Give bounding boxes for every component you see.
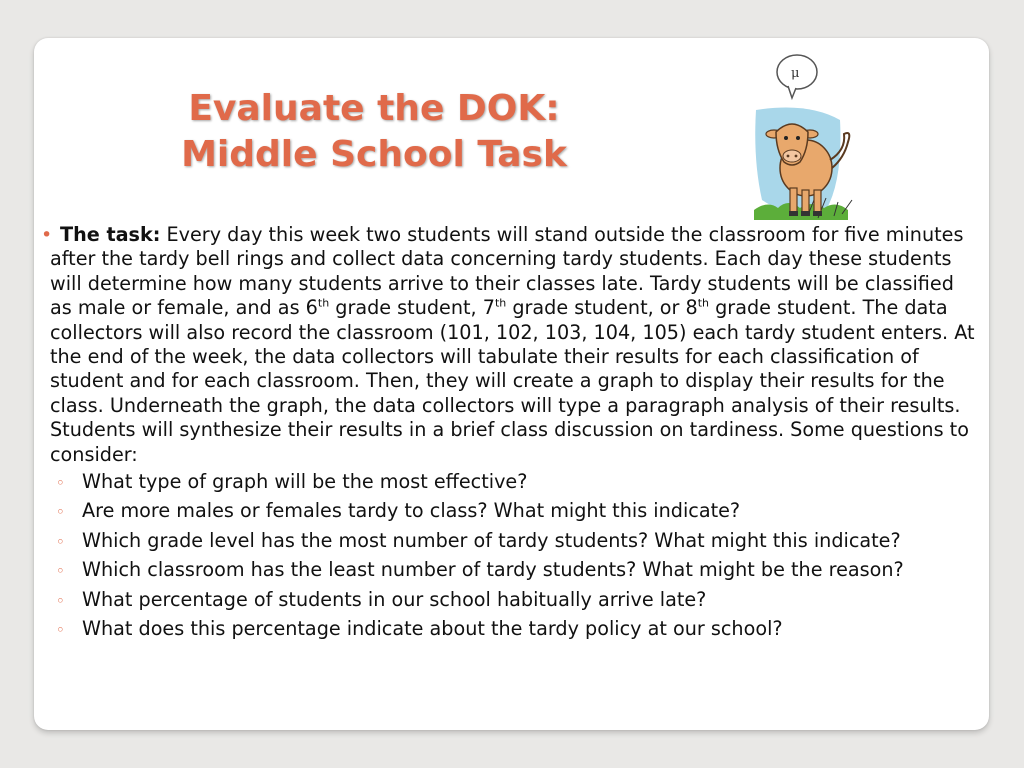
- bullet-dot-icon: •: [41, 224, 53, 246]
- task-text-4: grade student. The data collectors will also record the classroom (101, 102, 103, 104, 105) each tardy student enters. At the end of the week, the data collectors will tabulate their results for each classification of student and for each classroom. Then, they will create a graph to display their results for the class. Underneath the graph, the data collectors will type a paragraph analysis of their results. Students will synthesize their results in a brief class discussion on tardiness. Some questions to consider:: [50, 296, 975, 466]
- ring-bullet-icon: ◦: [56, 474, 65, 493]
- task-paragraph: [50, 223, 975, 467]
- sup-7th: th: [494, 296, 507, 310]
- speech-bubble-text: μ: [791, 66, 800, 81]
- sup-8th: th: [697, 296, 710, 310]
- ring-bullet-icon: ◦: [56, 562, 65, 581]
- questions-list: [50, 470, 975, 641]
- slide: [34, 38, 989, 730]
- title-line-2: Middle School Task: [181, 134, 567, 175]
- cow-illustration: [748, 50, 863, 228]
- list-item: [56, 470, 975, 494]
- question-text: What does this percentage indicate about the tardy policy at our school?: [82, 617, 783, 641]
- question-text: Are more males or females tardy to class? What might this indicate?: [82, 499, 741, 523]
- slide-content: [41, 223, 975, 647]
- task-bullet: [41, 223, 975, 467]
- task-label: The task:: [60, 223, 161, 246]
- ring-bullet-icon: ◦: [56, 591, 65, 610]
- question-text: Which grade level has the most number of tardy students? What might this indicate?: [82, 528, 901, 552]
- list-item: [56, 587, 975, 612]
- ring-bullet-icon: ◦: [56, 532, 65, 551]
- list-item: [56, 528, 975, 553]
- ring-bullet-icon: ◦: [56, 503, 65, 522]
- question-text: Which classroom has the least number of tardy students? What might be the reason?: [82, 558, 904, 582]
- speech-bubble-icon: [777, 55, 817, 98]
- title-line-1: Evaluate the DOK:: [188, 88, 560, 129]
- task-text-2: grade student, 7: [329, 296, 495, 320]
- list-item: [56, 558, 975, 582]
- list-item: [56, 499, 975, 523]
- list-item: [56, 617, 975, 641]
- task-text-1: Every day this week two students will stand outside the classroom for five minutes after the tardy bell rings and collect data concerning tardy students. Each day these students will determine how many students arrive to their classes late. Tardy students will be classified as male or female, and as 6: [50, 223, 964, 320]
- question-text: What percentage of students in our school habitually arrive late?: [82, 587, 707, 611]
- question-text: What type of graph will be the most effective?: [82, 470, 528, 494]
- sup-6th: th: [317, 296, 330, 310]
- ring-bullet-icon: ◦: [56, 621, 65, 640]
- task-text-3: grade student, or 8: [506, 296, 698, 320]
- slide-title: [94, 86, 654, 178]
